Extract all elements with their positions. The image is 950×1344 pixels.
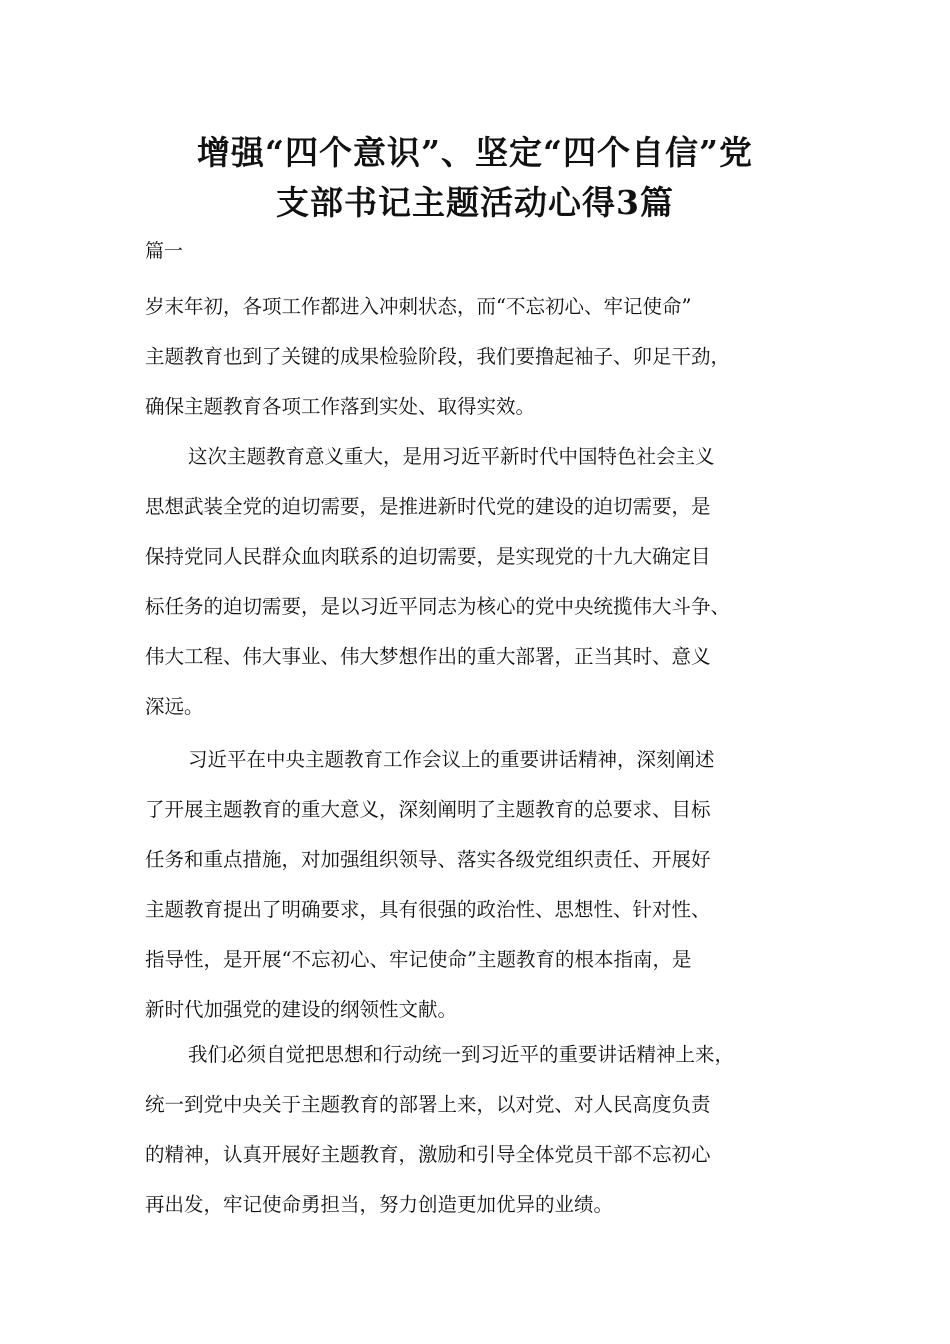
paragraph-line: 标任务的迫切需要，是以习近平同志为核心的党中央统揽伟大斗争、 [145, 595, 731, 618]
paragraph-line: 习近平在中央主题教育工作会议上的重要讲话精神，深刻阐述 [188, 748, 715, 771]
paragraph-line: 深远。 [145, 695, 204, 718]
paragraph-line: 岁末年初，各项工作都进入冲刺状态，而“不忘初心、牢记使命” [145, 295, 692, 318]
paragraph-line: 主题教育提出了明确要求，具有很强的政治性、思想性、针对性、 [145, 898, 711, 921]
paragraph-4 [145, 1030, 805, 1230]
paragraph-line: 我们必须自觉把思想和行动统一到习近平的重要讲话精神上来， [188, 1043, 735, 1066]
paragraph-line: 的精神，认真开展好主题教育，激励和引导全体党员干部不忘初心 [145, 1143, 711, 1166]
paragraph-line: 指导性，是开展“不忘初心、牢记使命”主题教育的根本指南，是 [145, 948, 692, 971]
paragraph-line: 这次主题教育意义重大，是用习近平新时代中国特色社会主义 [188, 445, 715, 468]
paragraph-line: 思想武装全党的迫切需要，是推进新时代党的建设的迫切需要，是 [145, 495, 711, 518]
paragraph-line: 统一到党中央关于主题教育的部署上来，以对党、对人民高度负责 [145, 1093, 711, 1116]
section-label: 篇一 [145, 240, 184, 262]
document-title [100, 128, 850, 228]
title-line-1: 增强“四个意识”、坚定“四个自信”党 [197, 133, 753, 172]
paragraph-3 [145, 735, 805, 1035]
paragraph-2 [145, 432, 805, 732]
paragraph-line: 了开展主题教育的重大意义，深刻阐明了主题教育的总要求、目标 [145, 798, 711, 821]
paragraph-line: 确保主题教育各项工作落到实处、取得实效。 [145, 395, 536, 418]
paragraph-line: 伟大工程、伟大事业、伟大梦想作出的重大部署，正当其时、意义 [145, 645, 711, 668]
paragraph-line: 再出发，牢记使命勇担当，努力创造更加优异的业绩。 [145, 1193, 614, 1216]
paragraph-line: 任务和重点措施，对加强组织领导、落实各级党组织责任、开展好 [145, 848, 711, 871]
title-line-2: 支部书记主题活动心得3篇 [276, 183, 674, 222]
paragraph-line: 新时代加强党的建设的纲领性文献。 [145, 998, 458, 1021]
paragraph-line: 主题教育也到了关键的成果检验阶段，我们要撸起袖子、卯足干劲， [145, 345, 731, 368]
paragraph-line: 保持党同人民群众血肉联系的迫切需要，是实现党的十九大确定目 [145, 545, 711, 568]
paragraph-1 [145, 282, 805, 432]
